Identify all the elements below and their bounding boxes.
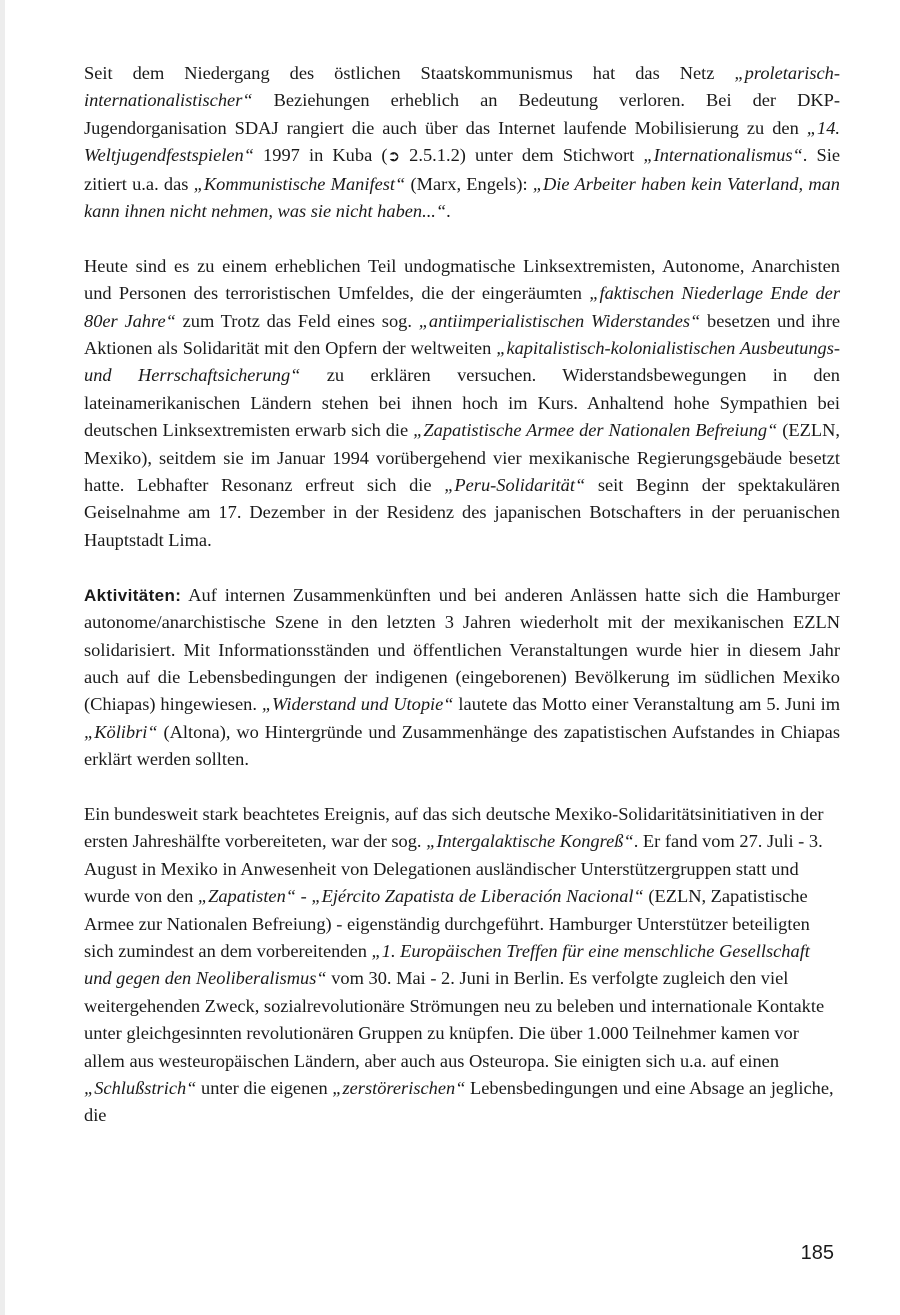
quoted-citation: „Die Arbeiter haben kein Vaterland, man kann ihnen nicht nehmen, was sie nicht haben...“	[84, 173, 840, 222]
quoted-term: „Schlußstrich“	[84, 1077, 197, 1098]
text-run: Beziehungen erheblich an Bedeutung verloren. Bei der DKP-Jugendorganisation SDAJ rangiert die auch über das Internet laufende Mobilisierung zu den	[84, 90, 840, 138]
text-run: (EZLN, Mexiko), seitdem sie im Januar 1994 vorübergehend vier mexikanische Regierungsgebäude besetzt hatte. Lebhafter Resonanz erfreut sich die	[84, 420, 840, 496]
text-run: zu erklären versuchen. Widerstandsbewegungen in den lateinamerikanischen Ländern stehen bei ihnen hoch im Kurs. Anhaltend hohe Sympathien bei deutschen Linksextremisten erwarb sich die	[84, 365, 840, 441]
quoted-term: „Ejército Zapatista de Liberación Nacional“	[311, 886, 644, 907]
text-run: . Sie zitiert u.a. das	[84, 145, 841, 194]
quoted-term: „Intergalaktische Kongreß“	[426, 831, 634, 852]
text-run: 2.5.1.2) unter dem Stichwort	[400, 145, 644, 166]
quoted-term: „zerstörerischen“	[332, 1077, 466, 1098]
paragraph-activities	[84, 582, 840, 774]
text-run: unter die eigenen	[196, 1077, 333, 1098]
text-run: Lebensbedingungen und eine Absage an jegliche, die	[84, 1077, 834, 1126]
body-text	[84, 60, 840, 1157]
text-run: Seit dem Niedergang des östlichen Staatskommunismus hat das Netz	[84, 63, 735, 83]
quoted-term: „kapitalistisch-kolonialistischen Ausbeutungs- und Herrschaftsicherung“	[84, 338, 840, 386]
text-run: -	[296, 886, 312, 907]
text-run: Auf internen Zusammenkünften und bei anderen Anlässen hatte sich die Hamburger autonome/anarchistische Szene in den letzten 3 Jahren wiederholt mit der mexikanischen EZLN solidarisiert. Mit Informationsständen und öffentlichen Veranstaltungen wurde hier in diesem Jahr auch auf die Lebensbedingungen der indigenen (eingeborenen) Bevölkerung im südlichen Mexiko (Chiapas) hingewiesen.	[84, 584, 840, 715]
quoted-term: „antiimperialistischen Widerstandes“	[418, 310, 701, 331]
quoted-term: „Peru-Solidarität“	[444, 475, 586, 496]
text-run: Ein bundesweit stark beachtetes Ereignis, auf das sich deutsche Mexiko-Solidaritätsinitiativen in der ersten Jahreshälfte vorbereiteten, war der sog.	[84, 803, 824, 852]
text-run: zum Trotz das Feld eines sog.	[175, 310, 419, 331]
quoted-term: „Kommunistische Manifest“	[193, 173, 406, 194]
paragraph-congress	[84, 801, 840, 1130]
text-run: Heute sind es zu einem erheblichen Teil undogmatische Linksextremisten, Autonome, Anarchisten und Personen des terroristischen Umfeldes, die der eingeräumten	[84, 255, 840, 304]
scan-edge-shadow	[0, 0, 5, 1315]
quoted-term: „faktischen Niederlage Ende der 80er Jahre“	[84, 283, 840, 331]
text-run: lautete das Motto einer Veranstaltung am 5. Juni im	[453, 694, 840, 715]
quoted-term: „Zapatisten“	[197, 886, 297, 907]
text-run: . Er fand vom 27. Juli - 3. August in Mexiko in Anwesenheit von Delegationen ausländischer Unterstützergruppen statt und wurde von den	[84, 831, 823, 907]
text-run: (Marx, Engels):	[405, 173, 533, 194]
text-run: vom 30. Mai - 2. Juni in Berlin. Es verfolgte zugleich den viel weitergehenden Zweck, sozialrevolutionäre Strömungen neu zu beleben und internationale Kontakte unter gleichgesinnten revolutionären Gruppen zu knüpfen. Die über 1.000 Teilnehmer kamen vor allem aus westeuropäischen Ländern, aber auch aus Osteuropa. Sie einigten sich u.a. auf einen	[84, 968, 825, 1071]
paragraph-internationalism	[84, 60, 840, 225]
text-run: 1997 in Kuba (	[253, 145, 388, 166]
cross-reference-arrow-icon: ➲	[387, 147, 401, 166]
text-run: seit Beginn der spektakulären Geiselnahme am 17. Dezember in der Residenz des japanischen Botschafters in der peruanischen Hauptstadt Lima.	[84, 475, 840, 550]
quoted-term: „Internationalismus“	[643, 145, 803, 166]
quoted-term: „14. Weltjugendfestspielen“	[84, 117, 840, 166]
text-run: (Altona), wo Hintergründe und Zusammenhänge des zapatistischen Aufstandes in Chiapas erklärt werden sollten.	[84, 721, 840, 770]
quoted-term: „Zapatistische Armee der Nationalen Befreiung“	[413, 420, 778, 441]
text-run: besetzen und ihre Aktionen als Solidarität mit den Opfern der weltweiten	[84, 310, 840, 359]
quoted-term: „Widerstand und Utopie“	[261, 694, 454, 715]
text-run: (EZLN, Zapatistische Armee zur Nationalen Befreiung) - eigenständig durchgeführt. Hamburger Unterstützer beteiligten sich zumindest an dem vorbereitenden	[84, 886, 810, 961]
quoted-term: „1. Europäischen Treffen für eine menschliche Gesellschaft und gegen den Neoliberalismus“	[84, 940, 810, 989]
text-run: .	[446, 201, 451, 222]
paragraph-antiimperialism	[84, 253, 840, 554]
page-number: 185	[800, 1242, 834, 1264]
section-label: Aktivitäten:	[84, 585, 182, 605]
quoted-term: „proletarisch-internationalistischer“	[84, 63, 840, 111]
quoted-term: „Kölibri“	[84, 721, 158, 742]
